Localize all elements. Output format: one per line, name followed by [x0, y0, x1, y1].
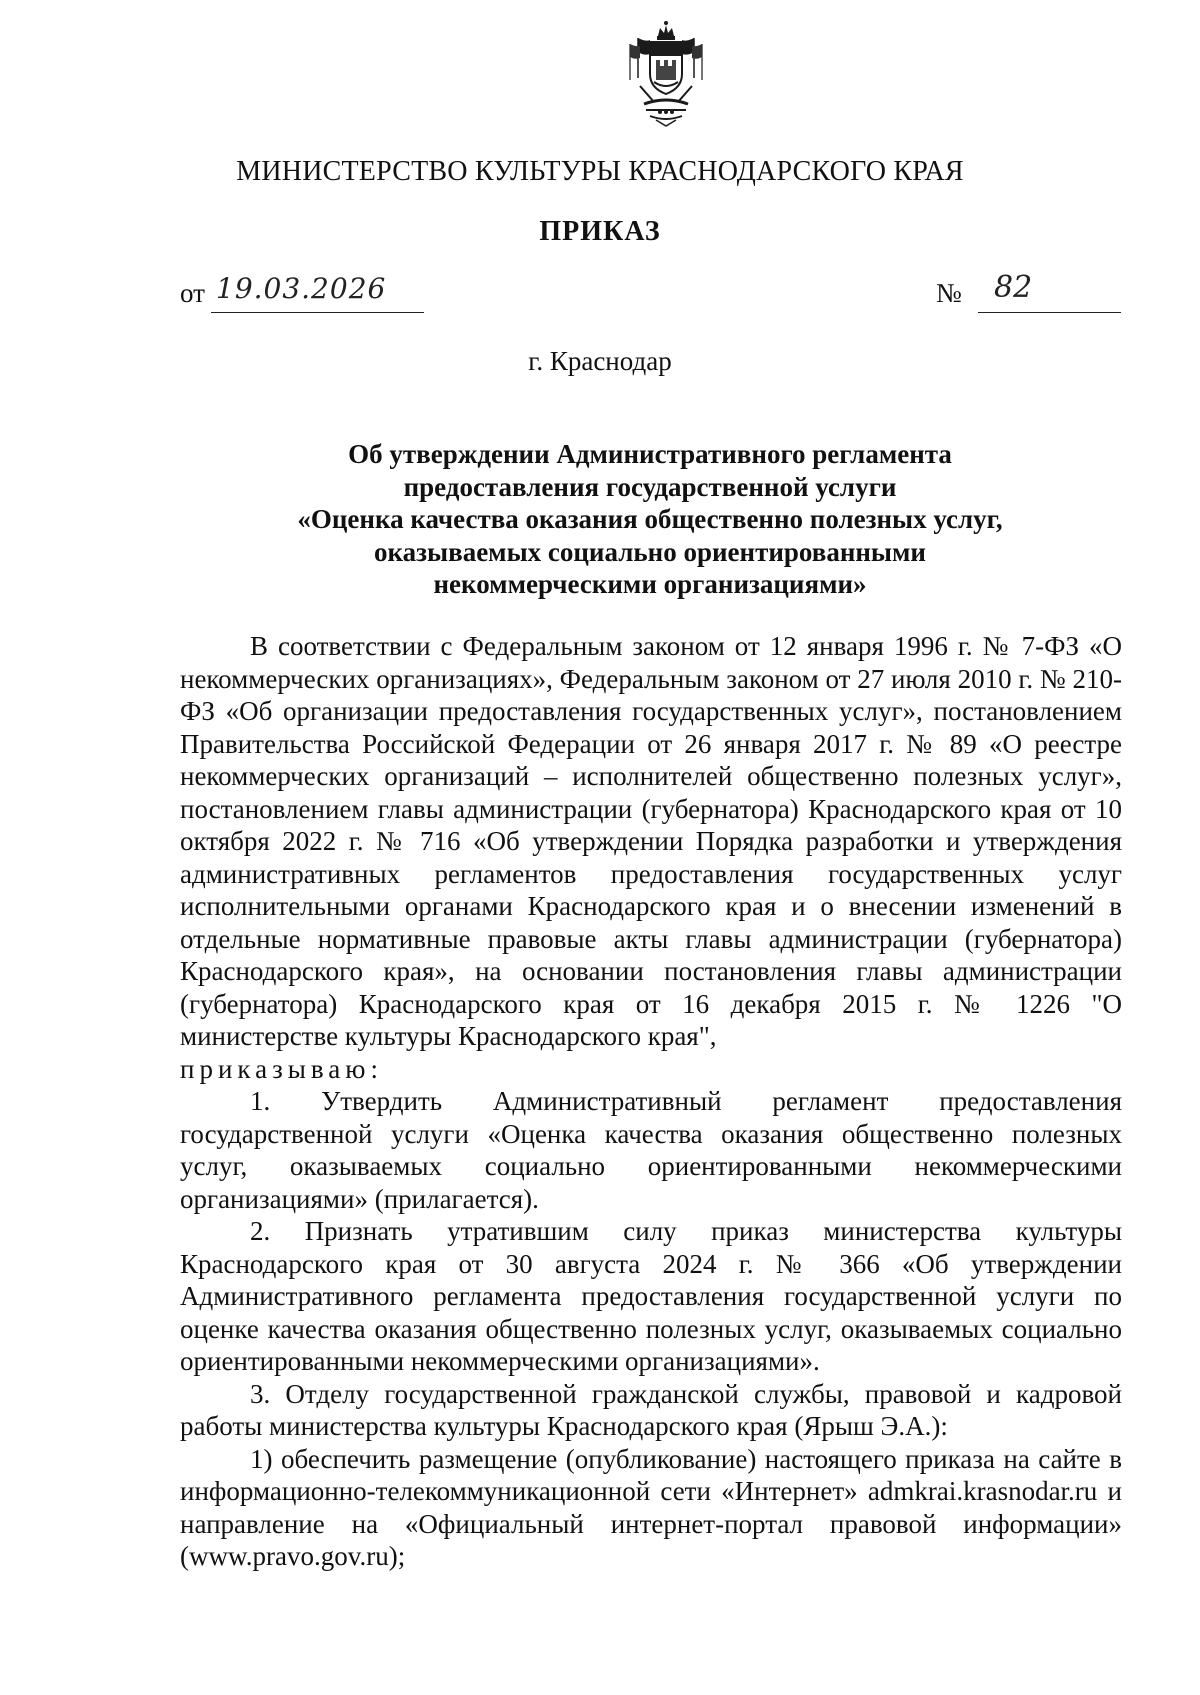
title-line: предоставления государственной услуги — [403, 471, 897, 502]
number-prefix: № — [936, 278, 962, 308]
order-word-paragraph — [180, 1053, 1122, 1086]
date-prefix: от — [180, 278, 205, 308]
title-line: Об утверждении Административного регламента — [348, 439, 952, 469]
item-1: 1. Утвердить Административный регламент предоставления государственной услуги «Оценка качества оказания общественно полезных услуг, оказываемых социально ориентированными некоммерческими организациями» (прилагается). — [180, 1086, 1122, 1214]
document-type: ПРИКАЗ — [539, 216, 661, 247]
number-underline — [978, 312, 1121, 313]
date-value: 19.03.2026 — [216, 272, 387, 305]
item-3: 3. Отделу государственной гражданской службы, правовой и кадровой работы министерства культуры Краснодарского края (Ярыш Э.А.): — [180, 1378, 1122, 1441]
order-word: приказываю: — [180, 1053, 383, 1084]
title-line: некоммерческими организациями» — [433, 569, 867, 599]
document-title — [180, 438, 1120, 601]
date-underline — [211, 312, 424, 313]
number-value: 82 — [994, 270, 1033, 305]
title-line: оказываемых социально ориентированными — [374, 536, 926, 567]
title-line: «Оценка качества оказания общественно полезных услуг, — [297, 504, 1003, 534]
krasnodar-coat-of-arms-icon — [620, 20, 712, 128]
city: г. Краснодар — [528, 346, 672, 376]
item-3-1: 1) обеспечить размещение (опубликование) настоящего приказа на сайте в информационно-телекоммуникационной сети «Интернет» admkrai.krasnodar.ru и направление на «Официальный интернет-портал правовой информации» (www.pravo.gov.ru); — [180, 1443, 1122, 1571]
document-body — [180, 630, 1122, 1573]
item-2: 2. Признать утратившим силу приказ министерства культуры Краснодарского края от 30 августа 2024 г. № 366 «Об утверждении Административного регламента предоставления государственной услуги по оценке качества оказания общественно полезных услуг, оказываемых социально ориентированными некоммерческими организациями». — [180, 1216, 1122, 1376]
ministry-name: МИНИСТЕРСТВО КУЛЬТУРЫ КРАСНОДАРСКОГО КРАЯ — [236, 156, 964, 187]
preamble-paragraph: В соответствии с Федеральным законом от 12 января 1996 г. № 7-ФЗ «О некоммерческих организациях», Федеральным законом от 27 июля 2010 г. № 210-ФЗ «Об организации предоставления государственных услуг», постановлением Правительства Российской Федерации от 26 января 2017 г. № 89 «О реестре некоммерческих организаций – исполнителей общественно полезных услуг», постановлением главы администрации (губернатора) Краснодарского края от 10 октября 2022 г. № 716 «Об утверждении Порядка разработки и утверждения административных регламентов предоставления государственных услуг исполнительными органами Краснодарского края и о внесении изменений в отдельные нормативные правовые акты главы администрации (губернатора) Краснодарского края», на основании постановления главы администрации (губернатора) Краснодарского края от 16 декабря 2015 г. № 1226 "О министерстве культуры Краснодарского края", — [180, 631, 1122, 1051]
